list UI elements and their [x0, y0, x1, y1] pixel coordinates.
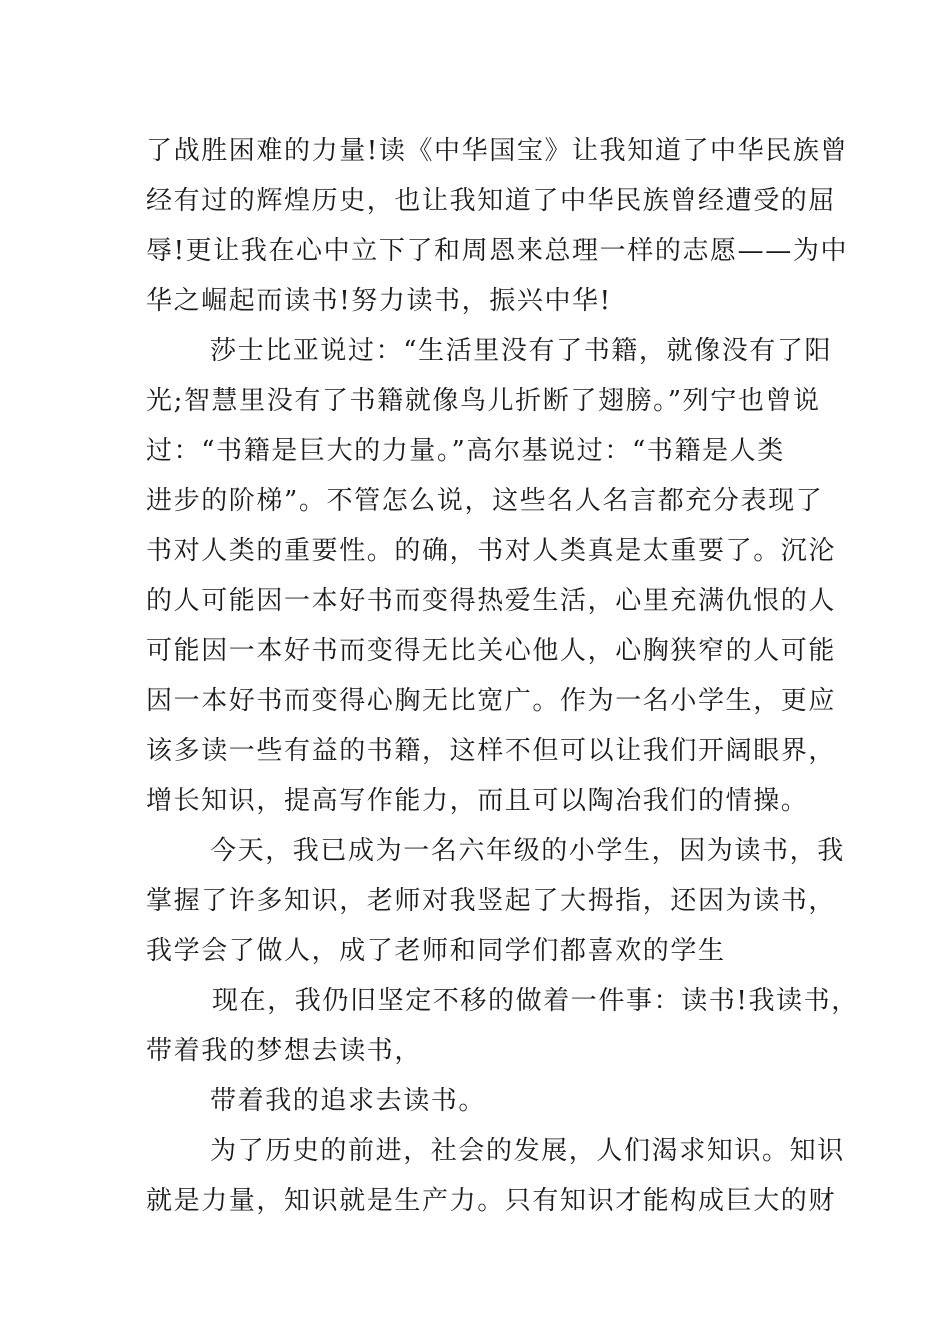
- text-line: 带着我的梦想去读书，: [146, 1036, 423, 1066]
- text-line: 我学会了做人，成了老师和同学们都喜欢的学生: [146, 936, 726, 966]
- paragraph-start-line: 莎士比亚说过：“生活里没有了书籍，就像没有了阳: [210, 336, 833, 366]
- text-line: 掌握了许多知识，老师对我竖起了大拇指，还因为读书，: [146, 886, 837, 916]
- text-line: 可能因一本好书而变得无比关心他人，心胸狭窄的人可能: [146, 636, 837, 666]
- text-line: 经有过的辉煌历史，也让我知道了中华民族曾经遭受的屈: [146, 186, 837, 216]
- paragraph-start-line: 今天，我已成为一名六年级的小学生，因为读书，我: [210, 836, 845, 866]
- text-line: 光;智慧里没有了书籍就像鸟儿折断了翅膀。”列宁也曾说: [146, 386, 821, 416]
- text-line: 华之崛起而读书!努力读书，振兴中华!: [146, 286, 612, 316]
- text-line: 的人可能因一本好书而变得热爱生活，心里充满仇恨的人: [146, 586, 837, 616]
- text-line: 该多读一些有益的书籍，这样不但可以让我们开阔眼界，: [146, 736, 837, 766]
- paragraph-start-line: 现在，我仍旧坚定不移的做着一件事：读书!我读书，: [212, 986, 859, 1016]
- text-line: 辱!更让我在心中立下了和周恩来总理一样的志愿——为中: [146, 236, 849, 266]
- text-line: 书对人类的重要性。的确，书对人类真是太重要了。沉沦: [146, 536, 837, 566]
- text-line: 过：“书籍是巨大的力量。”高尔基说过：“书籍是人类: [146, 436, 785, 466]
- text-line: 因一本好书而变得心胸无比宽广。作为一名小学生，更应: [146, 686, 837, 716]
- text-line: 进步的阶梯”。不管怎么说，这些名人名言都充分表现了: [146, 486, 824, 516]
- text-line: 就是力量，知识就是生产力。只有知识才能构成巨大的财: [146, 1186, 837, 1216]
- paragraph-start-line: 为了历史的前进，社会的发展，人们渴求知识。知识: [210, 1136, 845, 1166]
- paragraph-start-line: 带着我的追求去读书。: [210, 1086, 487, 1116]
- text-line: 了战胜困难的力量!读《中华国宝》让我知道了中华民族曾: [146, 136, 849, 166]
- text-line: 增长知识，提高写作能力，而且可以陶冶我们的情操。: [146, 786, 809, 816]
